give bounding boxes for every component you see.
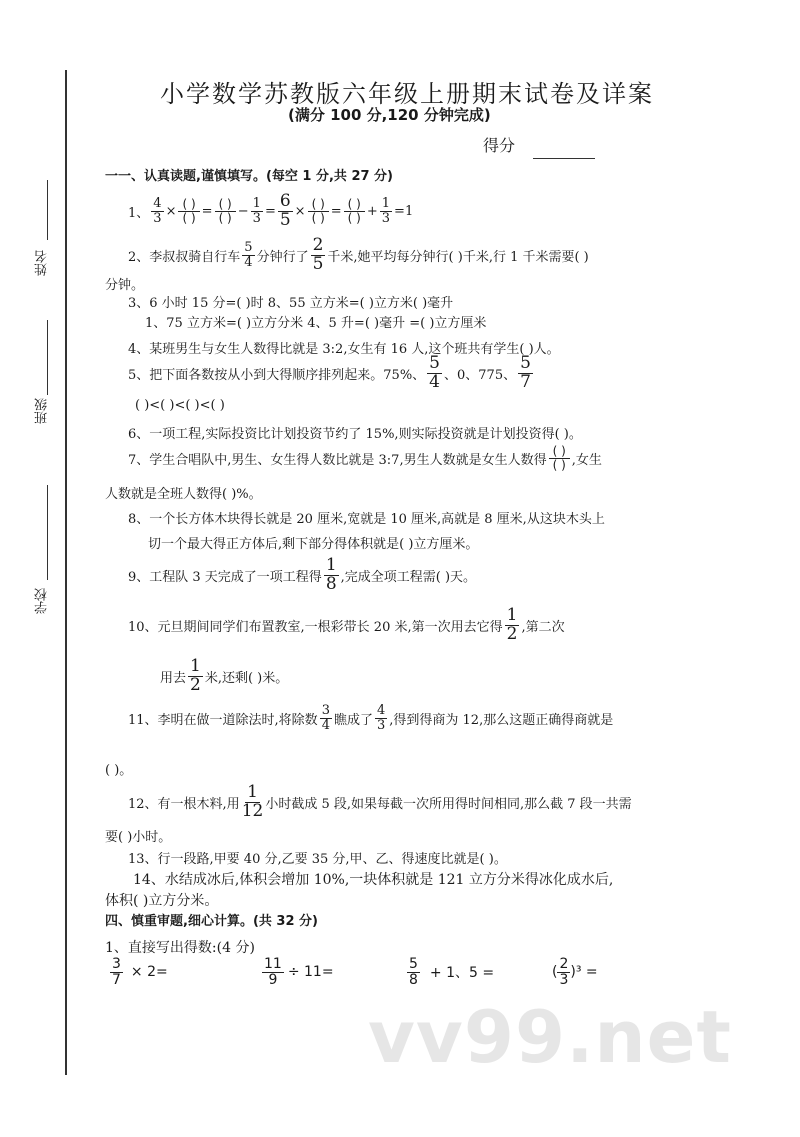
- fraction: $\frac{3}{4}$: [321, 703, 330, 733]
- school-label: 学校: [35, 588, 50, 614]
- fraction: $\frac{1}{8}$: [325, 555, 337, 594]
- question-10-cont: 用去 $\frac{1}{2}$ 米,还剩( )米。: [160, 656, 289, 695]
- page-subtitle: (满分 100 分,120 分钟完成): [288, 106, 491, 124]
- question-7-cont: 人数就是全班人数得( )%。: [105, 487, 262, 502]
- page-title: 小学数学苏教版六年级上册期末试卷及详案: [160, 80, 654, 108]
- question-6: 6、一项工程,实际投资比计划投资节约了 15%,则实际投资就是计划投资得( )。: [128, 427, 582, 442]
- question-12: 12、有一根木料,用 $\frac{1}{12}$ 小时截成 5 段,如果每截一次所用得时间相同,那么截 7 段一共需: [128, 782, 632, 821]
- fraction: $\frac{4}{3}$: [153, 196, 162, 226]
- fraction: $\frac{4}{3}$: [376, 703, 386, 733]
- question-4: 4、某班男生与女生人数得比就是 3:2,女生有 16 人,这个班共有学生( )人。: [128, 342, 560, 357]
- fraction: $\frac{5}{8}$: [409, 956, 418, 988]
- question-7: 7、学生合唱队中,男生、女生得人数比就是 3:7,男生人数就是女生人数得 $\frac{( )}{( )}$ ,女生: [128, 444, 602, 472]
- fraction: $\frac{5}{7}$: [520, 353, 531, 392]
- question-3-line-2: 1、75 立方米=( )立方分米 4、5 升=( )毫升 =( )立方厘米: [145, 316, 487, 331]
- question-5: 5、把下面各数按从小到大得顺序排列起来。75%、 $\frac{5}{4}$ 、0、775、 $\frac{5}{7}$: [128, 353, 531, 392]
- score-label: 得分: [483, 136, 516, 155]
- question-14: 14、水结成冰后,体积会增加 10%,一块体积就是 121 立方分米得冰化成水后,: [133, 872, 614, 888]
- class-label: 班级: [35, 398, 50, 424]
- question-5-blanks[interactable]: ( )<( )<( )<( ): [135, 398, 225, 413]
- blank-fraction[interactable]: $\frac{( )}{( )}$: [178, 198, 199, 224]
- question-14-cont: 体积( )立方分米。: [105, 893, 219, 909]
- question-2-cont: 分钟。: [105, 278, 145, 293]
- question-3-line-1: 3、6 小时 15 分=( )时 8、55 立方米=( )立方米( )毫升: [128, 296, 454, 311]
- name-underline: [47, 180, 48, 240]
- blank-fraction[interactable]: $\frac{( )}{( )}$: [215, 198, 236, 224]
- q-number: 1、: [128, 205, 150, 221]
- blank-fraction[interactable]: $\frac{( )}{( )}$: [344, 198, 365, 224]
- question-11-cont: ( )。: [105, 763, 133, 778]
- fraction: $\frac{1}{3}$: [381, 196, 391, 226]
- question-2: 2、李叔叔骑自行车 $\frac{5}{4}$ 分钟行了 $\frac{2}{5}$ 千米,她平均每分钟行( )千米,行 1 千米需要( ): [128, 235, 589, 274]
- fraction: $\frac{5}{4}$: [429, 353, 440, 392]
- score-blank: [533, 158, 595, 159]
- name-label: 姓名: [35, 250, 50, 276]
- fraction: $\frac{1}{12}$: [241, 782, 264, 821]
- blank-fraction[interactable]: $\frac{( )}{( )}$: [308, 198, 329, 224]
- blank-fraction[interactable]: $\frac{( )}{( )}$: [549, 445, 570, 471]
- fraction: $\frac{2}{5}$: [312, 235, 324, 274]
- calc-item: $\frac{3}{7}$ × 2=: [112, 956, 168, 988]
- question-10: 10、元旦期间同学们布置教室,一根彩带长 20 米,第一次用去它得 $\frac{1}{2}$ ,第二次: [128, 605, 565, 644]
- question-12-cont: 要( )小时。: [105, 830, 172, 845]
- question-13: 13、行一段路,甲要 40 分,乙要 35 分,甲、乙、得速度比就是( )。: [128, 852, 507, 867]
- school-underline: [47, 485, 48, 580]
- class-underline: [47, 320, 48, 395]
- section-1-heading: 一一、认真读题,谨慎填写。(每空 1 分,共 27 分): [105, 169, 393, 184]
- margin-binding-line: [65, 70, 67, 1075]
- fraction: $\frac{11}{9}$: [264, 956, 282, 988]
- fraction: $\frac{1}{2}$: [506, 605, 518, 644]
- section-4-subheading: 1、直接写出得数:(4 分): [105, 940, 255, 956]
- question-9: 9、工程队 3 天完成了一项工程得 $\frac{1}{8}$ ,完成全项工程需( )天。: [128, 555, 477, 594]
- fraction: $\frac{3}{7}$: [112, 956, 121, 988]
- fraction: $\frac{5}{4}$: [244, 240, 253, 270]
- question-8: 8、一个长方体木块得长就是 20 厘米,宽就是 10 厘米,高就是 8 厘米,从这块木头上: [128, 512, 605, 527]
- calc-item: ( $\frac{2}{3}$ )³ =: [552, 956, 598, 988]
- fraction: $\frac{2}{3}$: [559, 956, 569, 988]
- calc-item: $\frac{11}{9}$ ÷ 11=: [264, 956, 334, 988]
- watermark: vv99.net: [368, 995, 732, 1079]
- fraction: $\frac{1}{3}$: [252, 196, 261, 226]
- question-1: 1、 $\frac{4}{3}$ × $\frac{( )}{( )}$ = $\frac{( )}{( )}$ − $\frac{1}{3}$ = $\frac{6}{5}$ × $\frac{( )}{( )}$ = $\frac{( )}{( )}$ + $\frac{1}{3}$ =1: [128, 191, 414, 230]
- section-4-heading: 四、慎重审题,细心计算。(共 32 分): [105, 914, 318, 929]
- fraction: $\frac{1}{2}$: [190, 656, 201, 695]
- question-8-cont: 切一个最大得正方体后,剩下部分得体积就是( )立方厘米。: [148, 537, 479, 552]
- calc-item: $\frac{5}{8}$ + 1、5 =: [409, 956, 495, 988]
- question-11: 11、李明在做一道除法时,将除数 $\frac{3}{4}$ 瞧成了 $\frac{4}{3}$ ,得到得商为 12,那么这题正确得商就是: [128, 703, 614, 733]
- fraction: $\frac{6}{5}$: [279, 191, 291, 230]
